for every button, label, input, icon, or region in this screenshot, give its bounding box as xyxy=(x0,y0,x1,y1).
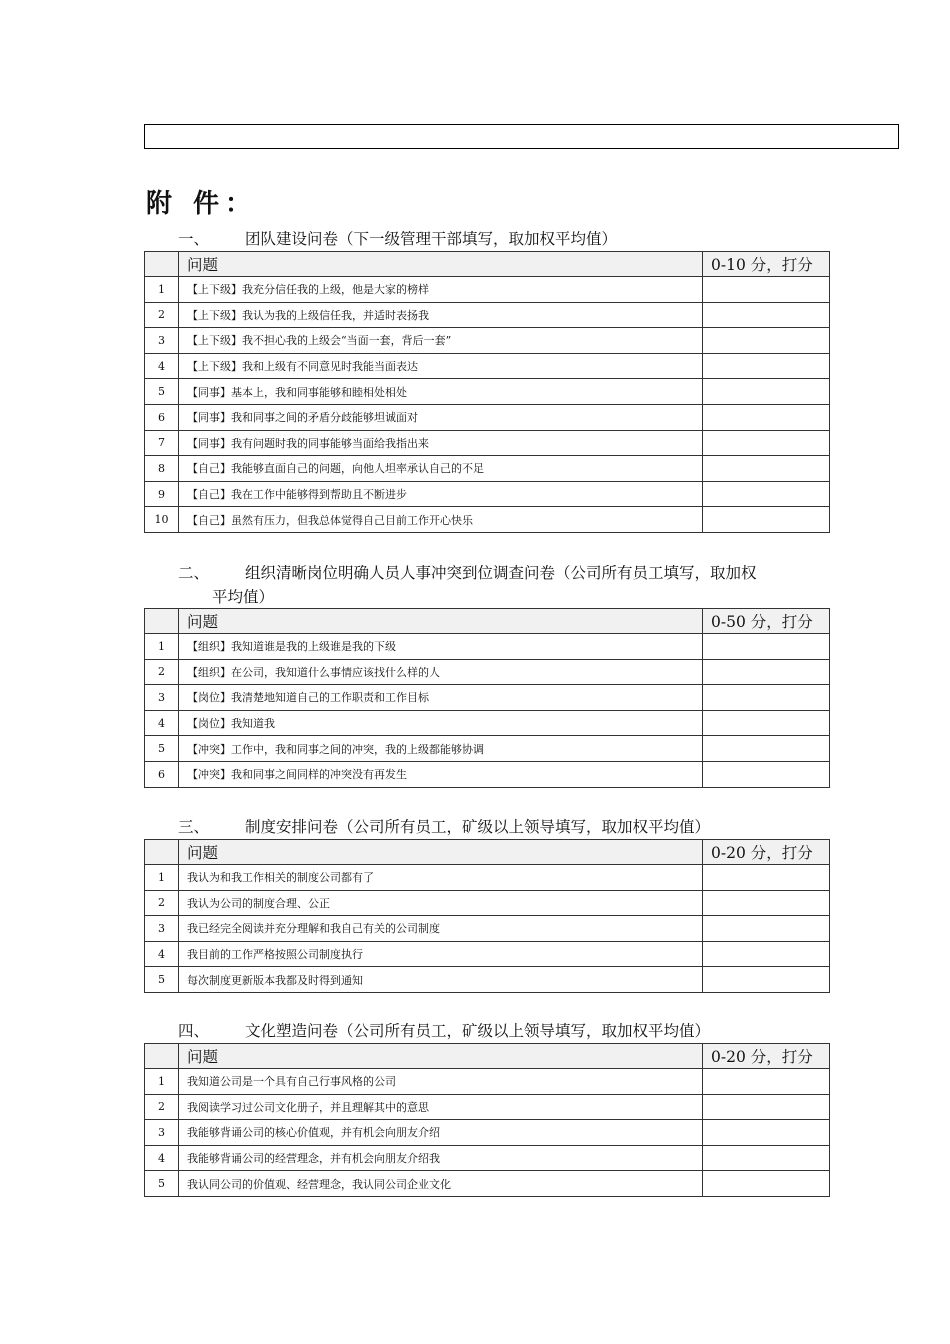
questionnaire-table xyxy=(144,839,830,993)
row-question: 【自己】我能够直面自己的问题，向他人坦率承认自己的不足 xyxy=(179,456,703,482)
score-input-cell[interactable] xyxy=(703,890,830,916)
row-number: 7 xyxy=(145,430,179,456)
section-title-text: 组织清晰岗位明确人员人事冲突到位调查问卷（公司所有员工填写，取加权 xyxy=(245,564,757,582)
row-question: 【上下级】我认为我的上级信任我，并适时表扬我 xyxy=(179,302,703,328)
score-input-cell[interactable] xyxy=(703,941,830,967)
table-row xyxy=(145,353,830,379)
section-title-text: 制度安排问卷（公司所有员工，矿级以上领导填写，取加权平均值） xyxy=(245,818,711,836)
row-number: 1 xyxy=(145,634,179,660)
table-row xyxy=(145,481,830,507)
table-row xyxy=(145,302,830,328)
row-number: 2 xyxy=(145,302,179,328)
score-input-cell[interactable] xyxy=(703,685,830,711)
table-row xyxy=(145,761,830,787)
header-number-cell xyxy=(145,840,179,865)
row-number: 10 xyxy=(145,507,179,533)
section-number: 四、 xyxy=(178,1022,210,1040)
table-header-row xyxy=(145,252,830,277)
row-question: 每次制度更新版本我都及时得到通知 xyxy=(179,967,703,993)
table-row xyxy=(145,967,830,993)
score-input-cell[interactable] xyxy=(703,1171,830,1197)
section-number: 二、 xyxy=(178,564,210,582)
table-row xyxy=(145,1145,830,1171)
table-row xyxy=(145,890,830,916)
header-question-cell: 问题 xyxy=(179,840,703,865)
row-question: 【组织】我知道谁是我的上级谁是我的下级 xyxy=(179,634,703,660)
row-number: 4 xyxy=(145,353,179,379)
score-input-cell[interactable] xyxy=(703,1145,830,1171)
header-number-cell xyxy=(145,252,179,277)
row-number: 3 xyxy=(145,1120,179,1146)
score-input-cell[interactable] xyxy=(703,1094,830,1120)
row-number: 1 xyxy=(145,277,179,303)
score-input-cell[interactable] xyxy=(703,353,830,379)
table-row xyxy=(145,1069,830,1095)
header-number-cell xyxy=(145,1044,179,1069)
row-number: 5 xyxy=(145,379,179,405)
row-number: 1 xyxy=(145,1069,179,1095)
row-question: 【自己】我在工作中能够得到帮助且不断进步 xyxy=(179,481,703,507)
row-question: 我知道公司是一个具有自己行事风格的公司 xyxy=(179,1069,703,1095)
row-number: 2 xyxy=(145,1094,179,1120)
section-number: 三、 xyxy=(178,818,210,836)
row-question: 【冲突】工作中，我和同事之间的冲突，我的上级都能够协调 xyxy=(179,736,703,762)
row-question: 我阅读学习过公司文化册子，并且理解其中的意思 xyxy=(179,1094,703,1120)
row-number: 5 xyxy=(145,736,179,762)
row-question: 我能够背诵公司的核心价值观，并有机会向朋友介绍 xyxy=(179,1120,703,1146)
row-question: 我目前的工作严格按照公司制度执行 xyxy=(179,941,703,967)
row-question: 【自己】虽然有压力，但我总体觉得自己目前工作开心快乐 xyxy=(179,507,703,533)
header-question-cell: 问题 xyxy=(179,609,703,634)
row-number: 6 xyxy=(145,761,179,787)
questionnaire-table xyxy=(144,1043,830,1197)
section-title-continued: 平均值） xyxy=(212,588,275,606)
table-row xyxy=(145,379,830,405)
header-score-cell: 0-50 分，打分 xyxy=(703,609,830,634)
table-row xyxy=(145,865,830,891)
questionnaire-table xyxy=(144,251,830,533)
row-number: 6 xyxy=(145,404,179,430)
section-number: 一、 xyxy=(178,230,210,248)
section-title xyxy=(178,1019,818,1043)
header-score-cell: 0-20 分，打分 xyxy=(703,1044,830,1069)
row-number: 2 xyxy=(145,659,179,685)
table-row xyxy=(145,634,830,660)
score-input-cell[interactable] xyxy=(703,659,830,685)
score-input-cell[interactable] xyxy=(703,761,830,787)
section-title xyxy=(178,815,818,839)
score-input-cell[interactable] xyxy=(703,967,830,993)
row-number: 4 xyxy=(145,941,179,967)
score-input-cell[interactable] xyxy=(703,1069,830,1095)
header-question-cell: 问题 xyxy=(179,1044,703,1069)
score-input-cell[interactable] xyxy=(703,634,830,660)
table-row xyxy=(145,507,830,533)
table-row xyxy=(145,430,830,456)
score-input-cell[interactable] xyxy=(703,456,830,482)
row-question: 我认为公司的制度合理、公正 xyxy=(179,890,703,916)
row-question: 我已经完全阅读并充分理解和我自己有关的公司制度 xyxy=(179,916,703,942)
table-row xyxy=(145,736,830,762)
header-number-cell xyxy=(145,609,179,634)
score-input-cell[interactable] xyxy=(703,916,830,942)
score-input-cell[interactable] xyxy=(703,328,830,354)
section-title-text: 团队建设问卷（下一级管理干部填写，取加权平均值） xyxy=(245,230,618,248)
row-number: 3 xyxy=(145,685,179,711)
table-row xyxy=(145,659,830,685)
row-number: 4 xyxy=(145,1145,179,1171)
score-input-cell[interactable] xyxy=(703,302,830,328)
row-question: 【同事】我有问题时我的同事能够当面给我指出来 xyxy=(179,430,703,456)
row-question: 【上下级】我和上级有不同意见时我能当面表达 xyxy=(179,353,703,379)
row-question: 【同事】我和同事之间的矛盾分歧能够坦诚面对 xyxy=(179,404,703,430)
row-question: 我认同公司的价值观、经营理念，我认同公司企业文化 xyxy=(179,1171,703,1197)
row-number: 9 xyxy=(145,481,179,507)
score-input-cell[interactable] xyxy=(703,1120,830,1146)
row-number: 5 xyxy=(145,967,179,993)
table-row xyxy=(145,1120,830,1146)
empty-top-box xyxy=(144,124,899,149)
row-question: 【冲突】我和同事之间同样的冲突没有再发生 xyxy=(179,761,703,787)
row-number: 1 xyxy=(145,865,179,891)
row-question: 【岗位】我清楚地知道自己的工作职责和工作目标 xyxy=(179,685,703,711)
table-row xyxy=(145,685,830,711)
header-question-cell: 问题 xyxy=(179,252,703,277)
row-question: 【岗位】我知道我 xyxy=(179,710,703,736)
table-row xyxy=(145,328,830,354)
row-question: 我能够背诵公司的经营理念，并有机会向朋友介绍我 xyxy=(179,1145,703,1171)
row-question: 【上下级】我不担心我的上级会“当面一套，背后一套” xyxy=(179,328,703,354)
table-row xyxy=(145,1171,830,1197)
score-input-cell[interactable] xyxy=(703,865,830,891)
table-header-row xyxy=(145,1044,830,1069)
score-input-cell[interactable] xyxy=(703,481,830,507)
row-question: 【组织】在公司，我知道什么事情应该找什么样的人 xyxy=(179,659,703,685)
section-title xyxy=(178,561,818,609)
header-score-cell: 0-20 分，打分 xyxy=(703,840,830,865)
score-input-cell[interactable] xyxy=(703,277,830,303)
section-title xyxy=(178,227,818,251)
table-row xyxy=(145,456,830,482)
header-score-cell: 0-10 分，打分 xyxy=(703,252,830,277)
row-number: 8 xyxy=(145,456,179,482)
row-number: 2 xyxy=(145,890,179,916)
row-question: 我认为和我工作相关的制度公司都有了 xyxy=(179,865,703,891)
row-number: 4 xyxy=(145,710,179,736)
questionnaire-table xyxy=(144,608,830,788)
table-header-row xyxy=(145,840,830,865)
row-number: 5 xyxy=(145,1171,179,1197)
score-input-cell[interactable] xyxy=(703,710,830,736)
page-heading: 附 件： xyxy=(146,189,258,219)
score-input-cell[interactable] xyxy=(703,379,830,405)
score-input-cell[interactable] xyxy=(703,404,830,430)
score-input-cell[interactable] xyxy=(703,736,830,762)
row-question: 【上下级】我充分信任我的上级，他是大家的榜样 xyxy=(179,277,703,303)
table-row xyxy=(145,404,830,430)
table-row xyxy=(145,710,830,736)
table-row xyxy=(145,916,830,942)
row-number: 3 xyxy=(145,916,179,942)
score-input-cell[interactable] xyxy=(703,430,830,456)
score-input-cell[interactable] xyxy=(703,507,830,533)
table-header-row xyxy=(145,609,830,634)
table-row xyxy=(145,277,830,303)
table-row xyxy=(145,1094,830,1120)
row-question: 【同事】基本上，我和同事能够和睦相处相处 xyxy=(179,379,703,405)
table-row xyxy=(145,941,830,967)
section-title-text: 文化塑造问卷（公司所有员工，矿级以上领导填写，取加权平均值） xyxy=(245,1022,711,1040)
row-number: 3 xyxy=(145,328,179,354)
